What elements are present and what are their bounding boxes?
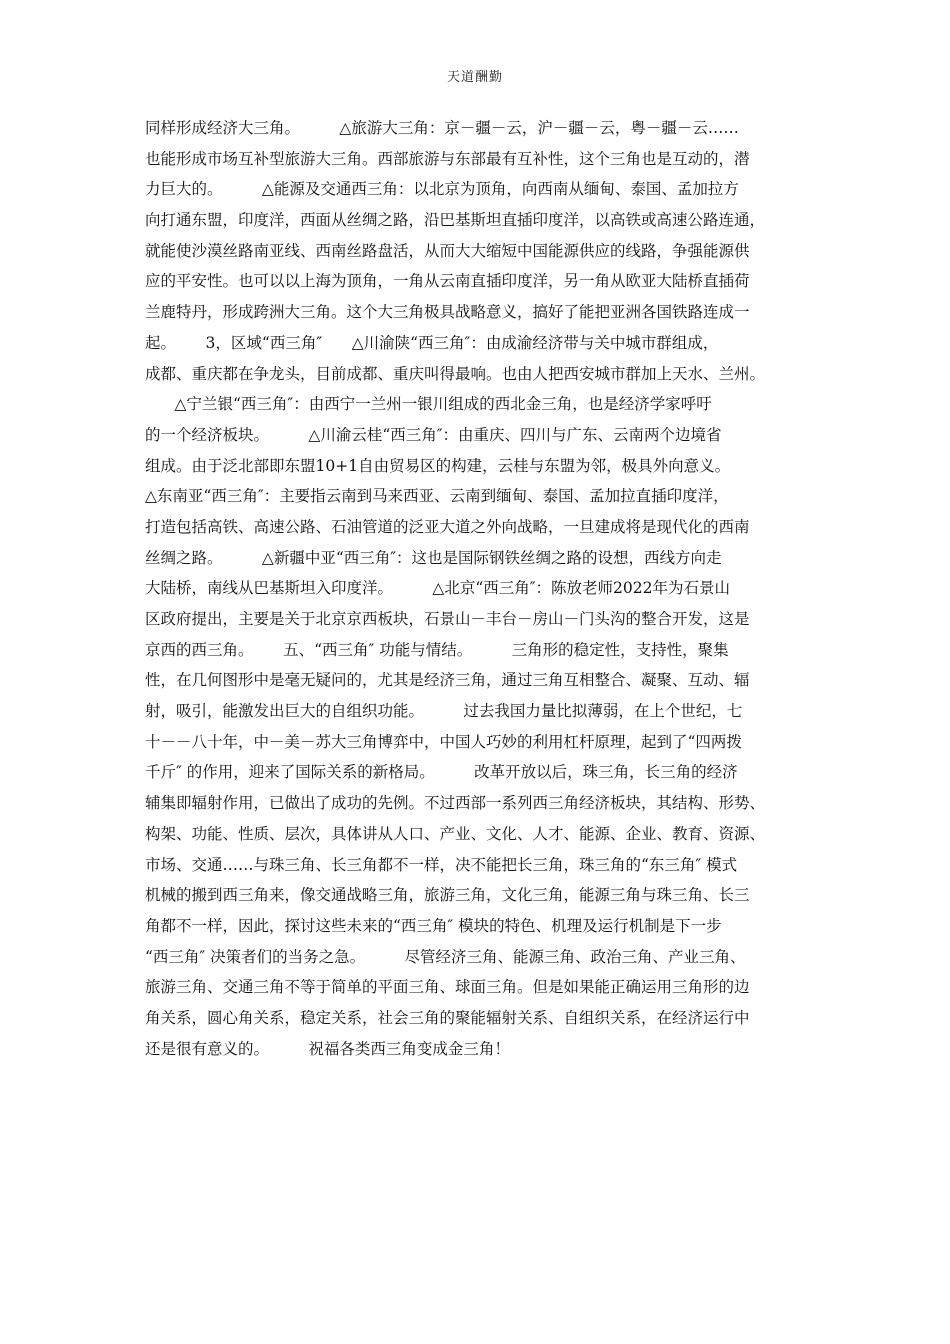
- text-line: 市场、交通……与珠三角、长三角都不一样，决不能把长三角，珠三角的“东三角″ 模式: [145, 855, 738, 874]
- page-header-title: 天道酬勤: [446, 70, 503, 85]
- text-line: 性，在几何图形中是毫无疑问的，尤其是经济三角，通过三角互相整合、凝聚、互动、辐: [145, 671, 750, 690]
- text-line: 力巨大的。 △能源及交通西三角：以北京为顶角，向西南从缅甸、泰国、孟加拉方: [145, 180, 739, 199]
- text-line: 成都、重庆都在争龙头，目前成都、重庆叫得最响。也由人把西安城市群加上天水、兰州。: [145, 364, 766, 383]
- text-line: 就能使沙漠丝路南亚线、西南丝路盘活，从而大大缩短中国能源供应的线路，争强能源供: [145, 241, 750, 260]
- text-line: 向打通东盟，印度洋，西面从丝绸之路，沿巴基斯坦直插印度洋，以高铁或高速公路连通，: [145, 211, 766, 230]
- text-line: 区政府提出，主要是关于北京京西板块，石景山－丰台－房山－门头沟的整合开发，这是: [145, 610, 750, 628]
- text-line: 构架、功能、性质、层次，具体讲从人口、产业、文化、人才、能源、企业、教育、资源、: [145, 824, 766, 843]
- text-line: 射，吸引，能激发出巨大的自组织功能。 过去我国力量比拟薄弱，在上个世纪，七: [145, 702, 743, 721]
- text-line: 应的平安性。也可以以上海为顶角，一角从云南直插印度洋，另一角从欧亚大陆桥直插荷: [145, 272, 750, 291]
- text-line: 千斤″ 的作用，迎来了国际关系的新格局。 改革开放以后，珠三角，长三角的经济: [145, 763, 738, 782]
- text-line: 京西的西三角。 五、“西三角″ 功能与情结。 三角形的稳定性，支持性，聚集: [145, 640, 729, 659]
- text-line: 起。 3，区域“西三角″ △川渝陕“西三角″：由成渝经济带与关中城市群组成，: [145, 333, 719, 352]
- text-line: 角都不一样，因此，探讨这些未来的“西三角″ 模块的特色、机理及运行机制是下一步: [145, 916, 722, 935]
- text-line: △宁兰银“西三角″：由西宁一兰州一银川组成的西北金三角，也是经济学家呼吁: [145, 395, 712, 414]
- text-line: 机械的搬到西三角来，像交通战略三角，旅游三角，文化三角，能源三角与珠三角、长三: [145, 886, 750, 905]
- text-line: 也能形成市场互补型旅游大三角。西部旅游与东部最有互补性，这个三角也是互动的，潜: [145, 149, 750, 168]
- text-line: 大陆桥，南线从巴基斯坦入印度洋。 △北京“西三角″：陈放老师2022年为石景山: [145, 579, 730, 598]
- text-line: 十－－八十年，中－美－苏大三角博弈中，中国人巧妙的利用杠杆原理，起到了“四两拨: [145, 732, 742, 751]
- text-line: 辅集即辐射作用，已做出了成功的先例。不过西部一系列西三角经济板块，其结构、形势、: [145, 794, 766, 813]
- text-line: 打造包括高铁、高速公路、石油管道的泛亚大道之外向战略，一旦建成将是现代化的西南: [145, 517, 750, 536]
- text-line: 同样形成经济大三角。 △旅游大三角：京－疆－云，沪－疆－云，粤－疆－云……: [145, 119, 739, 137]
- text-line: “西三角″ 决策者们的当务之急。 尽管经济三角、能源三角、政治三角、产业三角、: [145, 947, 746, 966]
- text-line: 旅游三角、交通三角不等于简单的平面三角、球面三角。但是如果能正确运用三角形的边: [145, 978, 750, 997]
- text-line: 的一个经济板块。 △川渝云桂“西三角″：由重庆、四川与广东、云南两个边境省: [145, 425, 722, 444]
- text-line: △东南亚“西三角″：主要指云南到马来西亚、云南到缅甸、泰国、孟加拉直插印度洋，: [145, 487, 729, 506]
- text-line: 角关系，圆心角关系，稳定关系，社会三角的聚能辐射关系、自组织关系，在经济运行中: [145, 1008, 750, 1027]
- text-line: 组成。由于泛北部即东盟10+1自由贸易区的构建，云桂与东盟为邻，极具外向意义。: [145, 456, 731, 475]
- text-line: 丝绸之路。 △新疆中亚“西三角″：这也是国际钢铁丝绸之路的设想，西线方向走: [145, 548, 722, 567]
- text-line: 兰鹿特丹，形成跨洲大三角。这个大三角极具战略意义，搞好了能把亚洲各国铁路连成一: [145, 303, 750, 322]
- text-line: 还是很有意义的。 祝福各类西三角变成金三角！: [145, 1039, 510, 1058]
- document-body: [145, 113, 820, 1064]
